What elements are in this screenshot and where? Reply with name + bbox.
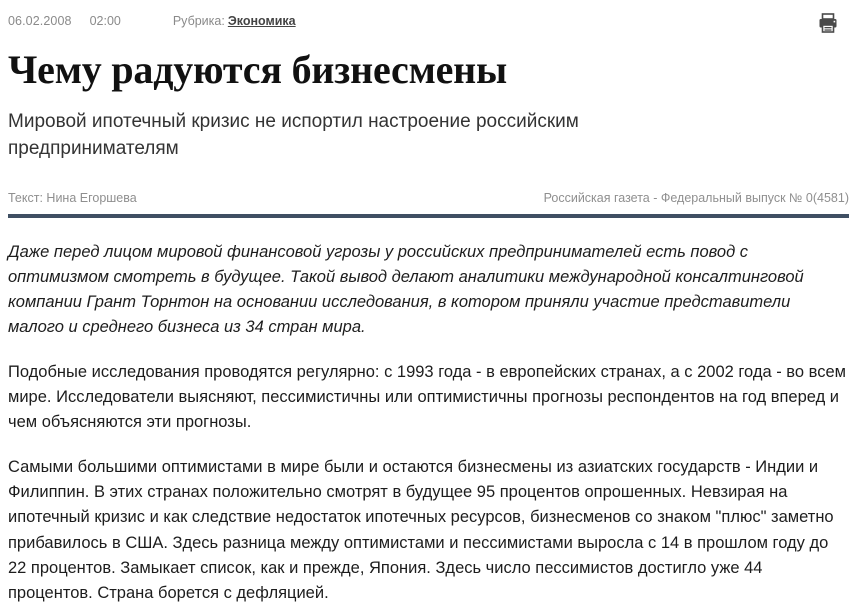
article-subheadline: Мировой ипотечный кризис не испортил настроение российским предпринимателям — [8, 110, 579, 159]
article-paragraph: Подобные исследования проводятся регулярно: с 1993 года - в европейских странах, а с 2002 года - во всем мире. Исследователи выясняют, пессимистичны или оптимистичны прогнозы респондентов на год вперед и чем объясняются эти прогнозы. — [8, 363, 847, 432]
page-title: Чему радуются бизнесмены — [8, 47, 508, 92]
publish-date: 06.02.2008 — [8, 14, 72, 28]
article-paragraph: Самыми большими оптимистами в мире были и остаются бизнесмены из азиатских государств - Индии и Филиппин. В этих странах положительно смотрят в будущее 95 процентов опрошенных. Невзирая на ипотечный кризис и как следствие недостаток ипотечных ресурсов, бизнесменов со знаком "плюс" заметно прибавилось в США. Здесь разница между оптимистами и пессимистами выросла с 14 в прошлом году до 22 процентов. Замыкает список, как и прежде, Япония. Здесь число пессимистов достигло уже 44 процентов. Страна борется с дефляцией. — [8, 458, 834, 602]
article-meta-row — [8, 12, 849, 38]
article-lead: Даже перед лицом мировой финансовой угрозы у российских предпринимателей есть повод с оптимизмом смотреть в будущее. Такой вывод делают аналитики международной консалтинговой компании Грант Торнтон на основании исследования, в котором приняли участие представители малого и среднего бизнеса из 34 стран мира. — [8, 242, 804, 336]
rubric-label: Рубрика: — [172, 14, 225, 28]
header-divider — [8, 214, 849, 218]
byline-author: Текст: Нина Егоршева — [8, 190, 137, 205]
issue-info: Российская газета - Федеральный выпуск № 0(4581) — [543, 190, 849, 205]
byline-row — [8, 191, 849, 205]
printer-icon[interactable] — [817, 12, 839, 34]
rubric-link[interactable]: Экономика — [227, 14, 296, 28]
publish-time: 02:00 — [89, 14, 121, 28]
